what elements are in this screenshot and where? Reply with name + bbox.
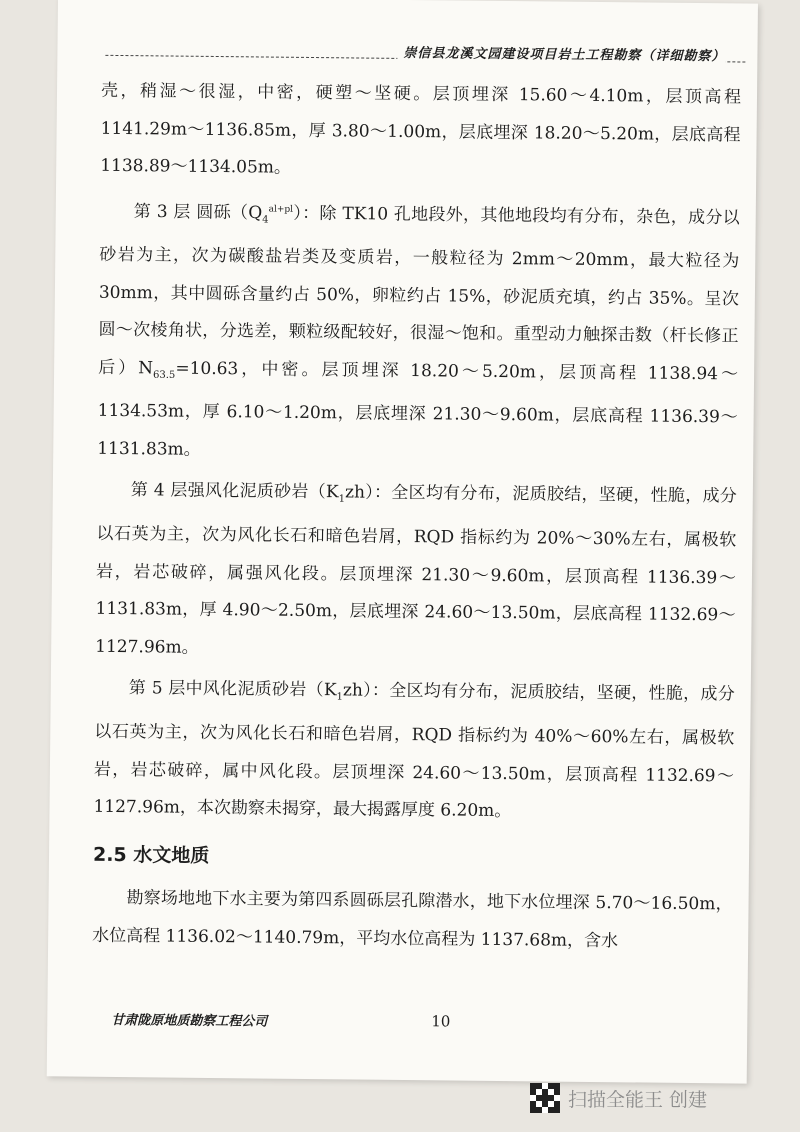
- paragraph-hydrogeology: 勘察场地地下水主要为第四系圆砾层孔隙潜水，地下水位埋深 5.70～16.50m，水位高程 1136.02～1140.79m，平均水位高程为 1137.68m，含水: [92, 888, 733, 951]
- layer-4-text: zh）：全区均有分布，泥质胶结，坚硬，性脆，成分以石英为主，次为风化长石和暗色岩屑，RQD 指标约为 20%～30%左右，属极软岩，岩芯破碎，属强风化段。层顶埋深 21.30～9.60m，层顶高程 1136.39～1131.83m，厚 4.90～2.50m，层底埋深 24.60～13.50m，层底高程 1132.69～1127.96m。: [95, 482, 737, 658]
- qr-code-icon: [530, 1083, 560, 1113]
- watermark-text: 扫描全能王 创建: [568, 1088, 708, 1111]
- document-page: [47, 0, 758, 1084]
- layer-4-sub: 1: [338, 494, 346, 506]
- layer-5-text: zh）：全区均有分布，泥质胶结，坚硬，性脆，成分以石英为主，次为风化长石和暗色岩屑，RQD 指标约为 40%～60%左右，属极软岩，岩芯破碎，属中风化段。层顶埋深 24.60～13.50m，层顶高程 1132.69～1127.96m，本次勘察未揭穿，最大揭露厚度 6.20m。: [93, 680, 735, 822]
- footer-company: 甘肃陇原地质勘察工程公司: [111, 1012, 268, 1030]
- layer-3-age-sup: al+pl: [268, 204, 294, 215]
- layer-4-lead: 第 4 层强风化泥质砂岩（K: [130, 480, 339, 503]
- layer-3-text-b: =10.63，中密。层顶埋深 18.20～5.20m，层顶高程 1138.94～1134.53m，厚 6.10～1.20m，层底埋深 21.30～9.60m，层底高程 1136.39～1131.83m。: [97, 358, 739, 460]
- layer-3-n-sub: 63.5: [152, 369, 176, 381]
- paragraph-layer-3: [97, 189, 740, 475]
- layer-5-sub: 1: [336, 692, 343, 704]
- section-heading: 2.5 水文地质: [92, 843, 210, 867]
- page-footer: [111, 1009, 711, 1031]
- paragraph-layer-2-tail: 壳，稍湿～很湿，中密，硬塑～坚硬。层顶埋深 15.60～4.10m，层顶高程 1141.29m～1136.85m，厚 3.80～1.00m，层底埋深 18.20～5.20m，层底高程 1138.89～1134.05m。: [100, 80, 742, 178]
- page-number: 10: [431, 1012, 451, 1031]
- scanner-watermark: [530, 1082, 770, 1114]
- layer-3-text-a: ）：除 TK10 孔地段外，其他地段均有分布，杂色，成分以砂岩为主，次为碳酸盐岩类及变质岩，一般粒径为 2mm～20mm，最大粒径为 30mm，其中圆砾含量约占 50%，卵粒约占 15%，砂泥质充填，约占 35%。呈次圆～次棱角状，分选差，颗粒级配较好，很湿～饱和。重型动力触探击数（杆长修正后）N: [98, 202, 740, 378]
- body-text: [92, 73, 741, 966]
- layer-3-age-sub: 4: [262, 214, 269, 226]
- paragraph-layer-5: [93, 670, 735, 833]
- running-header: 崇信县龙溪文园建设项目岩土工程勘察（详细勘察）: [397, 42, 725, 64]
- layer-5-lead: 第 5 层中风化泥质砂岩（K: [128, 678, 337, 701]
- paragraph-layer-4: [95, 472, 737, 673]
- layer-3-lead: 第 3 层 圆砾（Q: [133, 201, 263, 223]
